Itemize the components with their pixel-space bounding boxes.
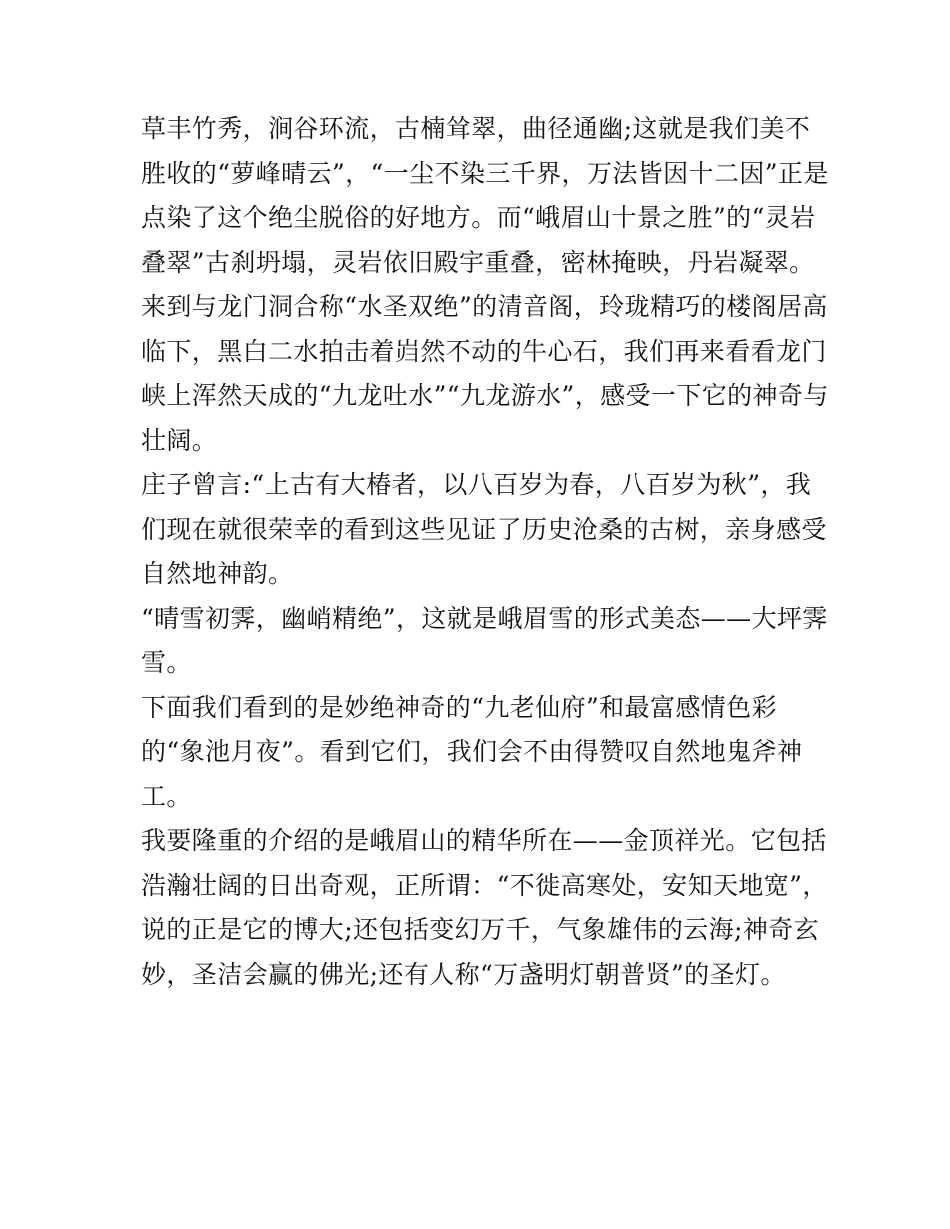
text-line: 下面我们看到的是妙绝神奇的“九老仙府”和最富感情色彩 [141, 692, 777, 722]
text-line: 的“象池月夜”。看到它们，我们会不由得赞叹自然地鬼斧神 [141, 737, 803, 766]
text-line: “晴雪初霁，幽峭精绝”，这就是峨眉雪的形式美态——大坪霁 [141, 603, 828, 633]
text-line: 来到与龙门洞合称“水圣双绝”的清音阁，玲珑精巧的楼阁居高 [141, 292, 828, 321]
text-line: 点染了这个绝尘脱俗的好地方。而“峨眉山十景之胜”的“灵岩 [141, 203, 816, 232]
text-line: 自然地神韵。 [141, 559, 294, 588]
text-line: 临下，黑白二水拍击着岿然不动的牛心石，我们再来看看龙门 [141, 336, 827, 366]
text-line: 胜收的“萝峰晴云”，“一尘不染三千界，万法皆因十二因”正是 [141, 158, 829, 188]
text-line: 工。 [141, 781, 192, 811]
text-line: 说的正是它的博大;还包括变幻万千，气象雄伟的云海;神奇玄 [141, 915, 820, 944]
text-line: 雪。 [141, 648, 192, 677]
text-line: 庄子曾言:“上古有大椿者，以八百岁为春，八百岁为秋”，我 [141, 470, 812, 499]
text-line: 壮阔。 [141, 425, 218, 455]
text-line: 峡上浑然天成的“九龙吐水”“九龙游水”，感受一下它的神奇与 [141, 381, 829, 410]
text-line: 妙，圣洁会赢的佛光;还有人称“万盏明灯朝普贤”的圣灯。 [141, 959, 786, 989]
text-line: 们现在就很荣幸的看到这些见证了历史沧桑的古树，亲身感受 [141, 514, 827, 544]
text-line: 叠翠”古刹坍塌，灵岩依旧殿宇重叠，密林掩映，丹岩凝翠。 [141, 247, 815, 277]
text-line: 浩瀚壮阔的日出奇观，正所谓：“不徙高寒处，安知天地宽”， [141, 870, 828, 900]
body-text [141, 107, 829, 997]
text-line: 草丰竹秀，涧谷环流，古楠耸翠，曲径通幽;这就是我们美不 [141, 114, 811, 143]
text-line: 我要隆重的介绍的是峨眉山的精华所在——金顶祥光。它包括 [141, 826, 827, 855]
